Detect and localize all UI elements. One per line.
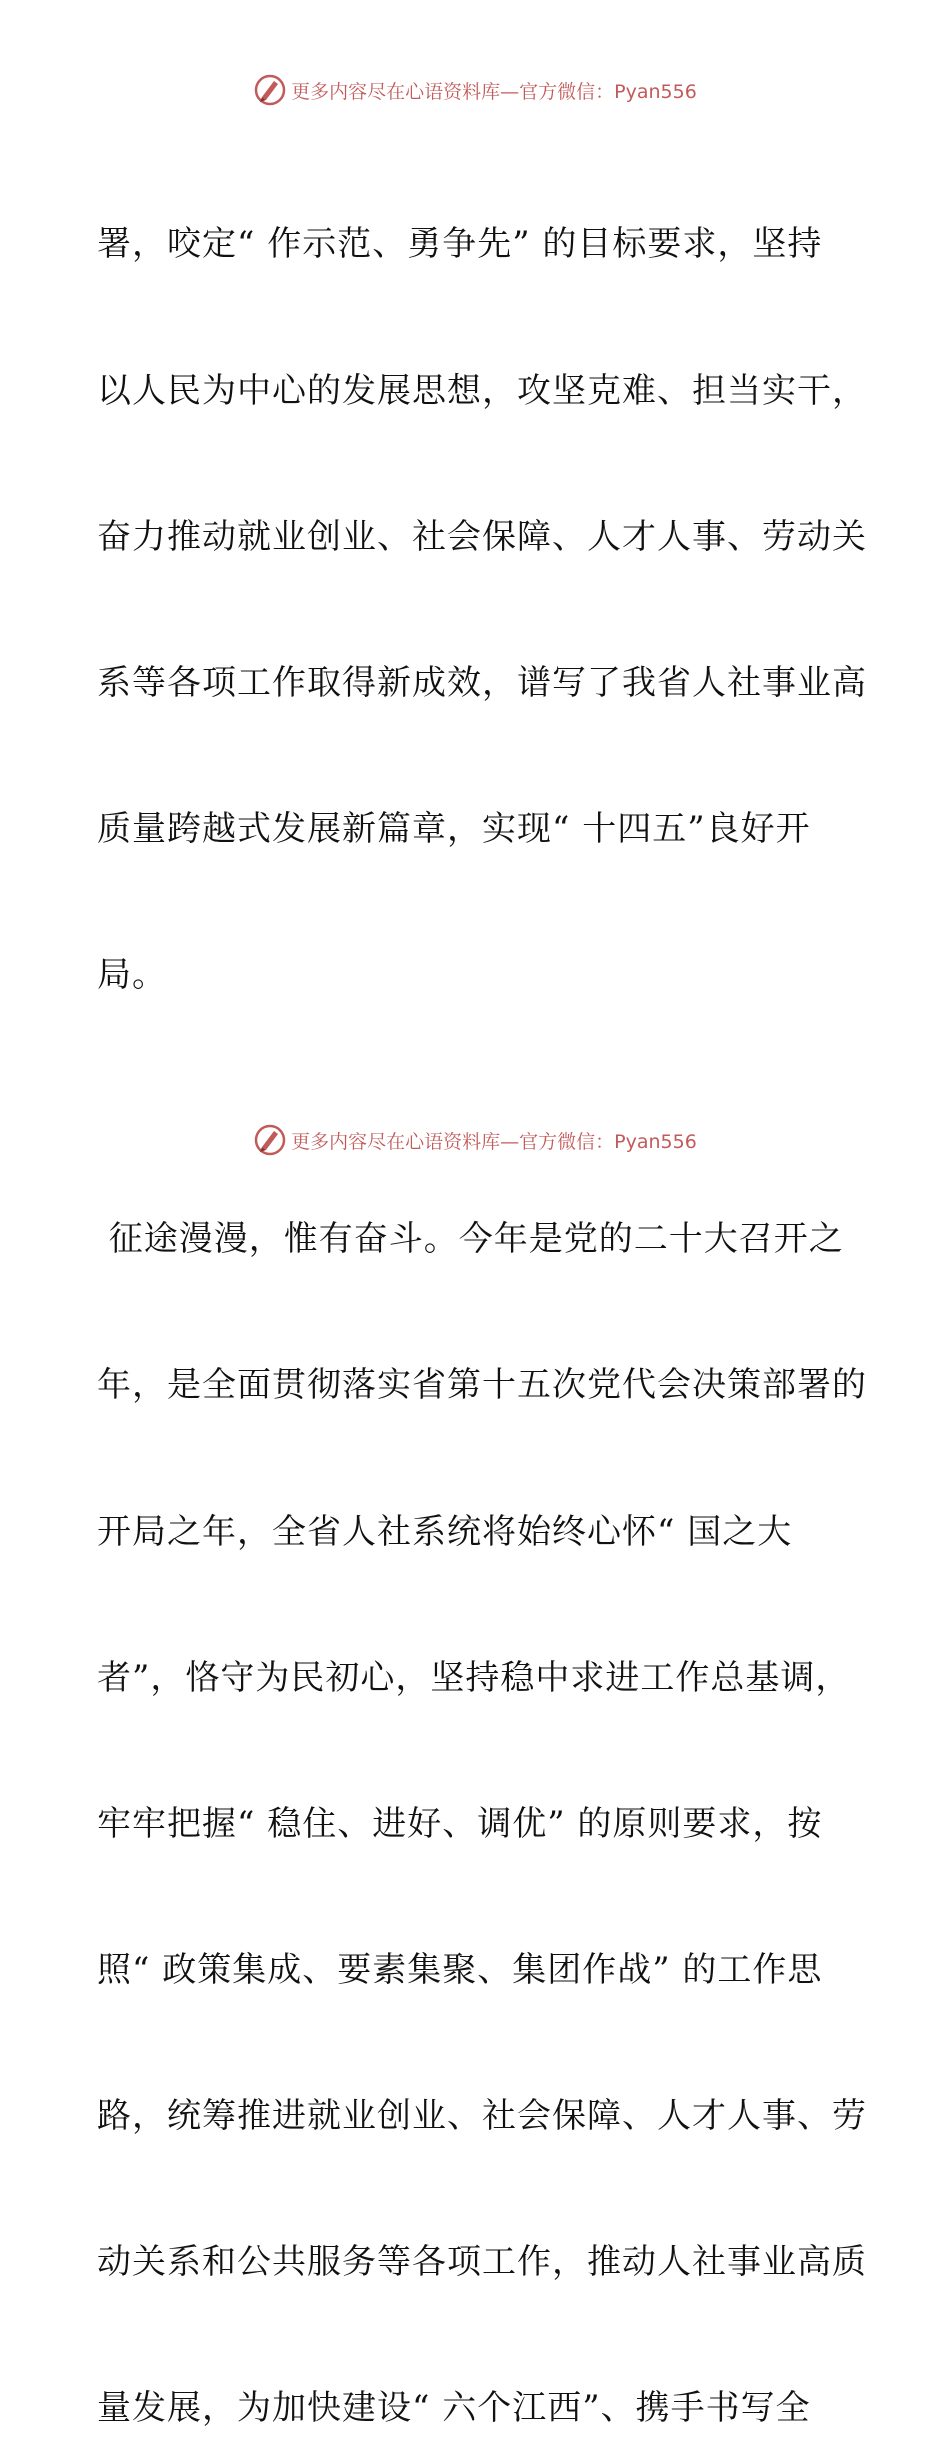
- text-line: 以人民为中心的发展思想，攻坚克难、担当实干，: [97, 370, 867, 411]
- header-watermark: [0, 70, 950, 110]
- text-line: 动关系和公共服务等各项工作，推动人社事业高质: [97, 2242, 867, 2283]
- text-line: 署，咬定“ 作示范、勇争先” 的目标要求，坚持: [97, 224, 823, 265]
- text-line: 系等各项工作取得新成效，谱写了我省人社事业高: [97, 662, 867, 703]
- text-line: 路，统筹推进就业创业、社会保障、人才人事、劳: [97, 2095, 867, 2136]
- footer-watermark: [0, 1120, 950, 1160]
- text-line: 照“ 政策集成、要素集聚、集团作战” 的工作思: [97, 1949, 823, 1990]
- footer-contact-text: 官方微信：Pyan556: [519, 1130, 697, 1153]
- text-line: 奋力推动就业创业、社会保障、人才人事、劳动关: [97, 516, 867, 557]
- text-line: 局。: [97, 954, 167, 995]
- paragraph-1: [97, 123, 867, 1097]
- header-contact-text: 官方微信：Pyan556: [519, 80, 697, 103]
- text-line: 量发展，为加快建设“ 六个江西”、携手书写全: [97, 2388, 811, 2429]
- paragraph-2: [97, 1118, 867, 2460]
- header-banner-text: 更多内容尽在心语资料库—: [291, 80, 520, 103]
- pen-logo-icon: [253, 73, 287, 107]
- footer-banner-text: 更多内容尽在心语资料库—: [291, 1130, 520, 1153]
- text-line: 征途漫漫，惟有奋斗。今年是党的二十大召开之: [97, 1219, 844, 1260]
- text-line: 者”，恪守为民初心，坚持稳中求进工作总基调，: [97, 1657, 851, 1698]
- document-body: [97, 123, 867, 2460]
- text-line: 牢牢把握“ 稳住、进好、调优” 的原则要求，按: [97, 1803, 823, 1844]
- pen-logo-icon: [253, 1123, 287, 1157]
- text-line: 年，是全面贯彻落实省第十五次党代会决策部署的: [97, 1365, 867, 1406]
- text-line: 质量跨越式发展新篇章，实现“ 十四五”良好开: [97, 808, 811, 849]
- text-line: 开局之年，全省人社系统将始终心怀“ 国之大: [97, 1511, 793, 1552]
